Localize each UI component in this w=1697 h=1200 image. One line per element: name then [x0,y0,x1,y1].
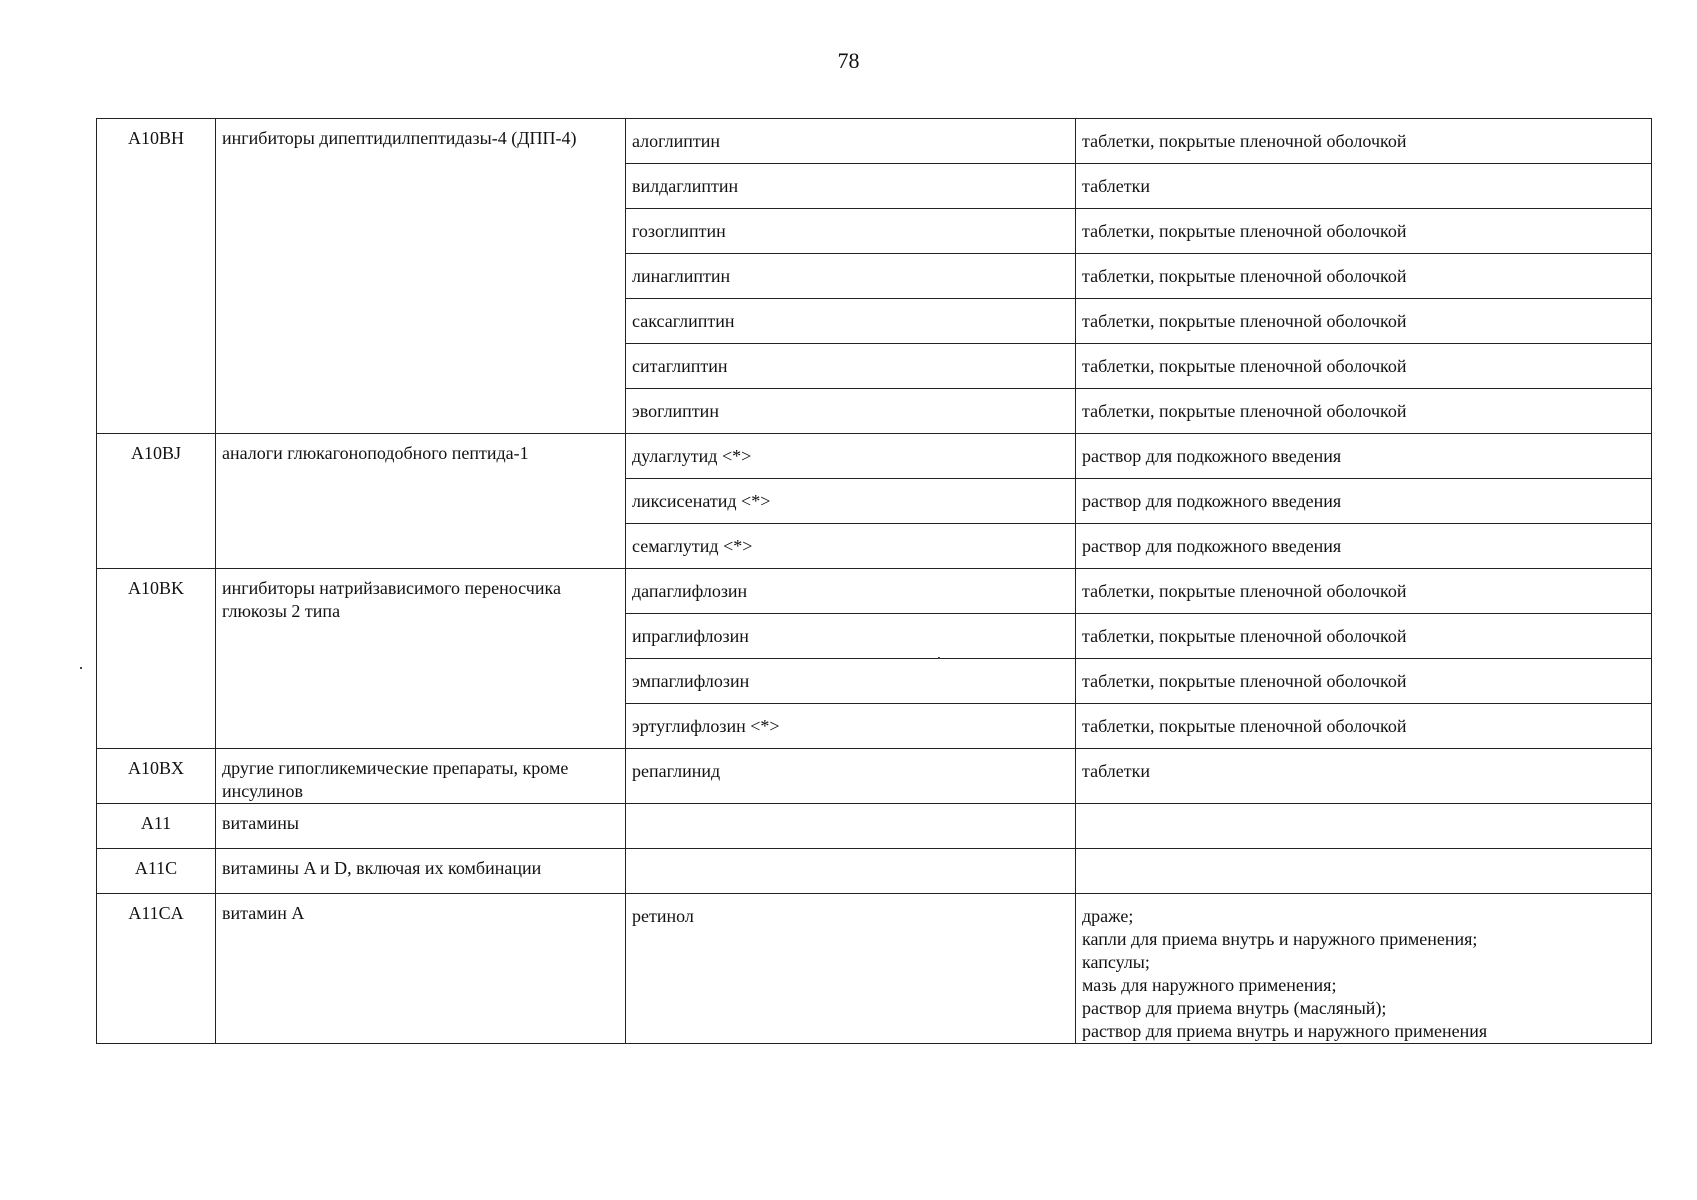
dosage-form-text: таблетки [1082,176,1151,196]
dosage-form-cell [1076,894,1652,1044]
dosage-form-cell [1076,299,1652,344]
dosage-form-cell [1076,389,1652,434]
group-name-cell: другие гипогликемические препараты, кроме инсулинов [216,749,626,804]
drug-name-cell: эвоглиптин [626,389,1076,434]
group-name-cell: витамин A [216,894,626,1044]
atc-code-cell: A10BH [97,119,216,434]
drug-name-cell: ипраглифлозин [626,614,1076,659]
dosage-form-text: раствор для подкожного введения [1082,491,1342,511]
dosage-form-text: таблетки, покрытые пленочной оболочкой [1082,716,1407,736]
drug-name-cell: гозоглиптин [626,209,1076,254]
dosage-form-text: раствор для приема внутрь (масляный); [1082,998,1387,1018]
drug-name-cell: репаглинид [626,749,1076,804]
dosage-form-cell [1076,569,1652,614]
dosage-form-text: драже; [1082,906,1134,926]
table-row [97,119,1652,164]
dosage-form-cell [1076,344,1652,389]
dosage-form-text: таблетки, покрытые пленочной оболочкой [1082,581,1407,601]
dosage-form-text: таблетки, покрытые пленочной оболочкой [1082,221,1407,241]
dosage-form-cell [1076,704,1652,749]
dosage-form-cell [1076,749,1652,804]
table-row [97,749,1652,804]
dosage-form-cell [1076,254,1652,299]
atc-code-cell: A11C [97,849,216,894]
table-row [97,849,1652,894]
table-row [97,434,1652,479]
dosage-form-cell [1076,524,1652,569]
drug-name-cell: дулаглутид <*> [626,434,1076,479]
dosage-form-cell [1076,209,1652,254]
atc-code-cell: A10BJ [97,434,216,569]
drug-name-cell: ликсисенатид <*> [626,479,1076,524]
dosage-form-text: таблетки [1082,761,1151,781]
group-name-cell: витамины [216,804,626,849]
dosage-form-text: раствор для подкожного введения [1082,536,1342,556]
table-row [97,804,1652,849]
scan-artifact-dot [80,667,82,669]
table-body [97,119,1652,1044]
drug-name-cell: ситаглиптин [626,344,1076,389]
dosage-form-cell [1076,614,1652,659]
dosage-form-text: таблетки, покрытые пленочной оболочкой [1082,401,1407,421]
page-number: 78 [837,48,860,73]
drug-name-cell: эмпаглифлозин [626,659,1076,704]
dosage-form-text: таблетки, покрытые пленочной оболочкой [1082,671,1407,691]
group-name-cell: витамины A и D, включая их комбинации [216,849,626,894]
dosage-form-text: таблетки, покрытые пленочной оболочкой [1082,131,1407,151]
dosage-form-text: капсулы; [1082,952,1150,972]
atc-code-cell: A10BK [97,569,216,749]
dosage-form-text: таблетки, покрытые пленочной оболочкой [1082,626,1407,646]
drug-name-cell [626,804,1076,849]
dosage-form-text: таблетки, покрытые пленочной оболочкой [1082,311,1407,331]
atc-code-cell: A11CA [97,894,216,1044]
atc-code-cell: A11 [97,804,216,849]
drug-name-cell: дапаглифлозин [626,569,1076,614]
drug-name-cell: саксаглиптин [626,299,1076,344]
scan-artifact-dot [938,657,940,659]
table-row [97,894,1652,1044]
dosage-form-cell [1076,119,1652,164]
dosage-form-text: капли для приема внутрь и наружного применения; [1082,929,1478,949]
drug-name-cell: ретинол [626,894,1076,1044]
dosage-form-cell [1076,479,1652,524]
atc-code-cell: A10BX [97,749,216,804]
dosage-form-text: раствор для приема внутрь и наружного применения [1082,1021,1488,1041]
drug-name-cell: вилдаглиптин [626,164,1076,209]
drug-name-cell: алоглиптин [626,119,1076,164]
drug-name-cell: семаглутид <*> [626,524,1076,569]
dosage-form-text: мазь для наружного применения; [1082,975,1337,995]
drug-classification-table [96,118,1652,1044]
table-row [97,569,1652,614]
dosage-form-cell [1076,434,1652,479]
drug-name-cell: линаглиптин [626,254,1076,299]
group-name-cell: ингибиторы натрийзависимого переносчика глюкозы 2 типа [216,569,626,749]
dosage-form-cell [1076,804,1652,849]
drug-name-cell [626,849,1076,894]
dosage-form-text: таблетки, покрытые пленочной оболочкой [1082,266,1407,286]
dosage-form-text: таблетки, покрытые пленочной оболочкой [1082,356,1407,376]
dosage-form-text: раствор для подкожного введения [1082,446,1342,466]
dosage-form-cell [1076,659,1652,704]
group-name-cell: ингибиторы дипептидилпептидазы-4 (ДПП-4) [216,119,626,434]
dosage-form-cell [1076,164,1652,209]
dosage-form-cell [1076,849,1652,894]
drug-name-cell: эртуглифлозин <*> [626,704,1076,749]
group-name-cell: аналоги глюкагоноподобного пептида-1 [216,434,626,569]
